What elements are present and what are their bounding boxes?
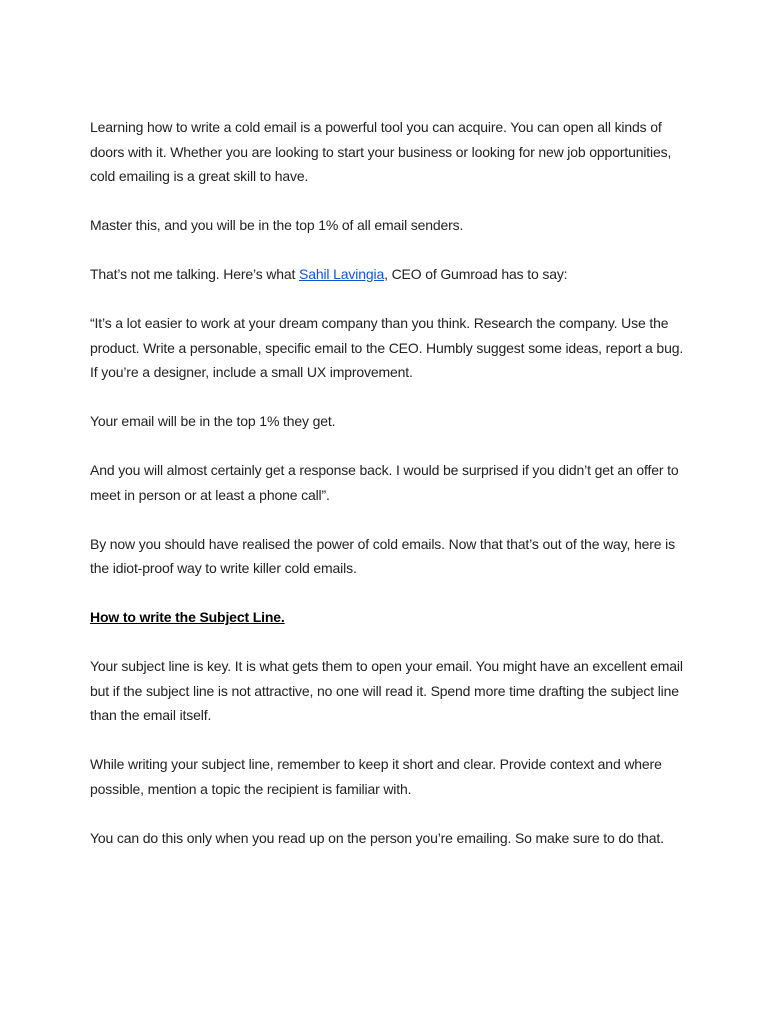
quote-intro-suffix: , CEO of Gumroad has to say: bbox=[384, 266, 568, 282]
quote-intro-text: That’s not me talking. Here’s what bbox=[90, 266, 300, 282]
paragraph-response: And you will almost certainly get a response back. I would be surprised if you didn’t get an offer to meet in person or at least a phone call”. bbox=[90, 462, 679, 503]
sahil-lavingia-link[interactable]: Sahil Lavingia bbox=[299, 266, 385, 282]
paragraph-top-percent: Your email will be in the top 1% they get. bbox=[90, 413, 336, 429]
paragraph-quote-intro bbox=[90, 262, 690, 287]
document-body bbox=[90, 115, 690, 875]
paragraph-master-this: Master this, and you will be in the top 1% of all email senders. bbox=[90, 217, 464, 233]
paragraph-subject-line-key: Your subject line is key. It is what gets them to open your email. You might have an excellent email but if the subject line is not attractive, no one will read it. Spend more time drafting the subject line than the email itself. bbox=[90, 658, 683, 723]
section-heading-subject-line bbox=[90, 605, 690, 630]
paragraph-keep-short: While writing your subject line, remember to keep it short and clear. Provide context and where possible, mention a topic the recipient is familiar with. bbox=[90, 756, 662, 797]
paragraph-quote: “It’s a lot easier to work at your dream company than you think. Research the company. Use the product. Write a personable, specific email to the CEO. Humbly suggest some ideas, report a bug. If you’re a designer, include a small UX improvement. bbox=[90, 315, 684, 380]
paragraph-intro: Learning how to write a cold email is a powerful tool you can acquire. You can open all kinds of doors with it. Whether you are looking to start your business or looking for new job opportunities, cold emailing is a great skill to have. bbox=[90, 119, 672, 184]
paragraph-power-of-cold-emails: By now you should have realised the power of cold emails. Now that that’s out of the way, here is the idiot-proof way to write killer cold emails. bbox=[90, 535, 675, 576]
heading-text: How to write the Subject Line. bbox=[90, 609, 285, 625]
paragraph-read-up: You can do this only when you read up on the person you’re emailing. So make sure to do that. bbox=[90, 829, 664, 846]
